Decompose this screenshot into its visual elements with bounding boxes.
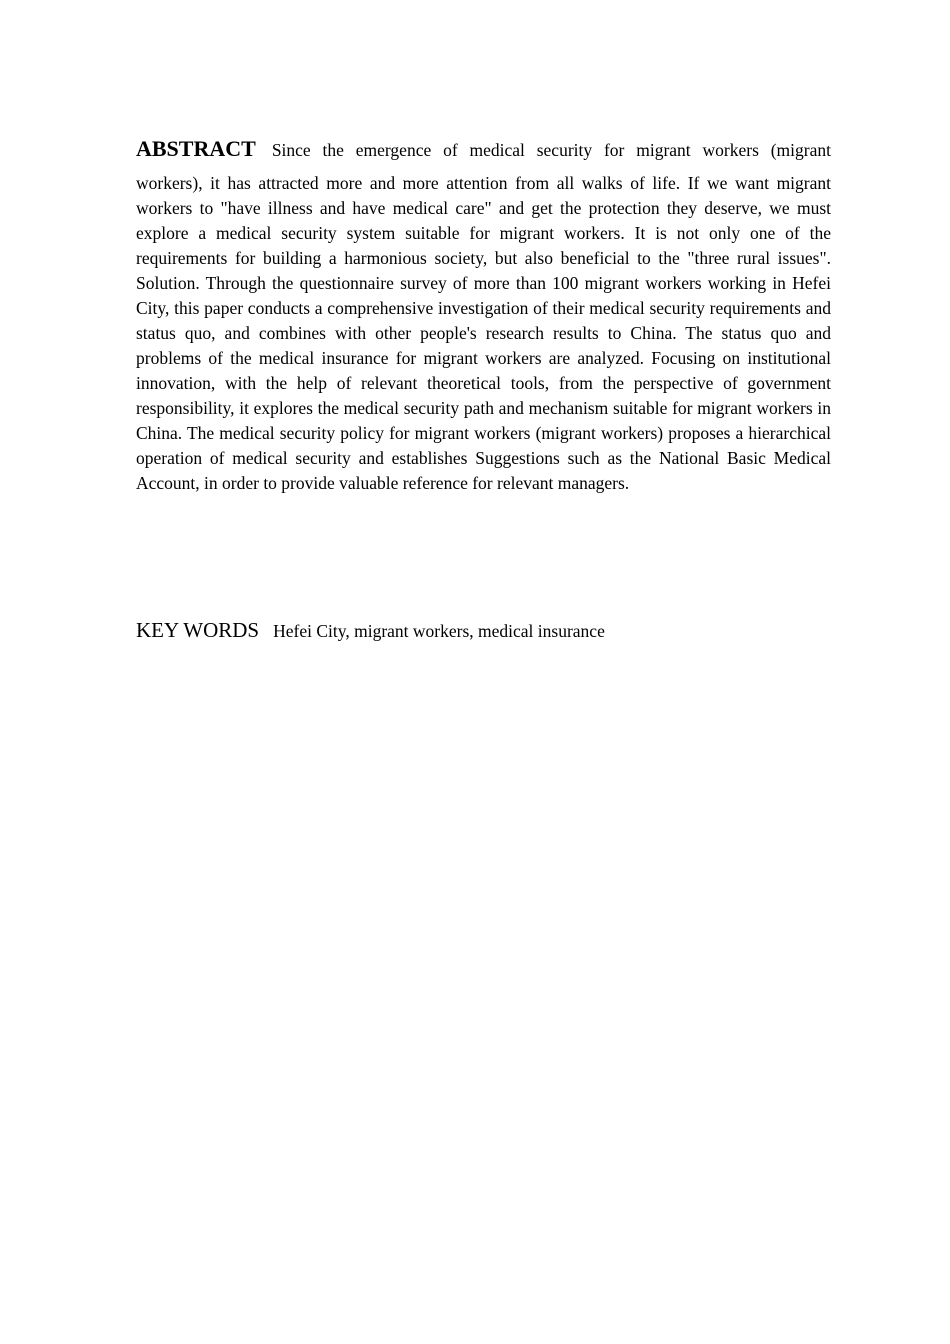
keywords-list: Hefei City, migrant workers, medical insurance	[273, 621, 605, 641]
keywords-heading: KEY WORDS	[136, 618, 260, 642]
keywords-section	[136, 616, 831, 645]
abstract-heading: ABSTRACT	[136, 136, 256, 161]
abstract-body: Since the emergence of medical security for migrant workers (migrant workers), it has attracted more and more attention from all walks of life. If we want migrant workers to "have illness and have medical care" and get the protection they deserve, we must explore a medical security system suitable for migrant workers. It is not only one of the requirements for building a harmonious society, but also beneficial to the "three rural issues". Solution. Through the questionnaire survey of more than 100 migrant workers working in Hefei City, this paper conducts a comprehensive investigation of their medical security requirements and status quo, and combines with other people's research results to China. The status quo and problems of the medical insurance for migrant workers are analyzed. Focusing on institutional innovation, with the help of relevant theoretical tools, from the perspective of government responsibility, it explores the medical security path and mechanism suitable for migrant workers in China. The medical security policy for migrant workers (migrant workers) proposes a hierarchical operation of medical security and establishes Suggestions such as the National Basic Medical Account, in order to provide valuable reference for relevant managers.	[136, 140, 831, 493]
abstract-section	[136, 136, 831, 496]
